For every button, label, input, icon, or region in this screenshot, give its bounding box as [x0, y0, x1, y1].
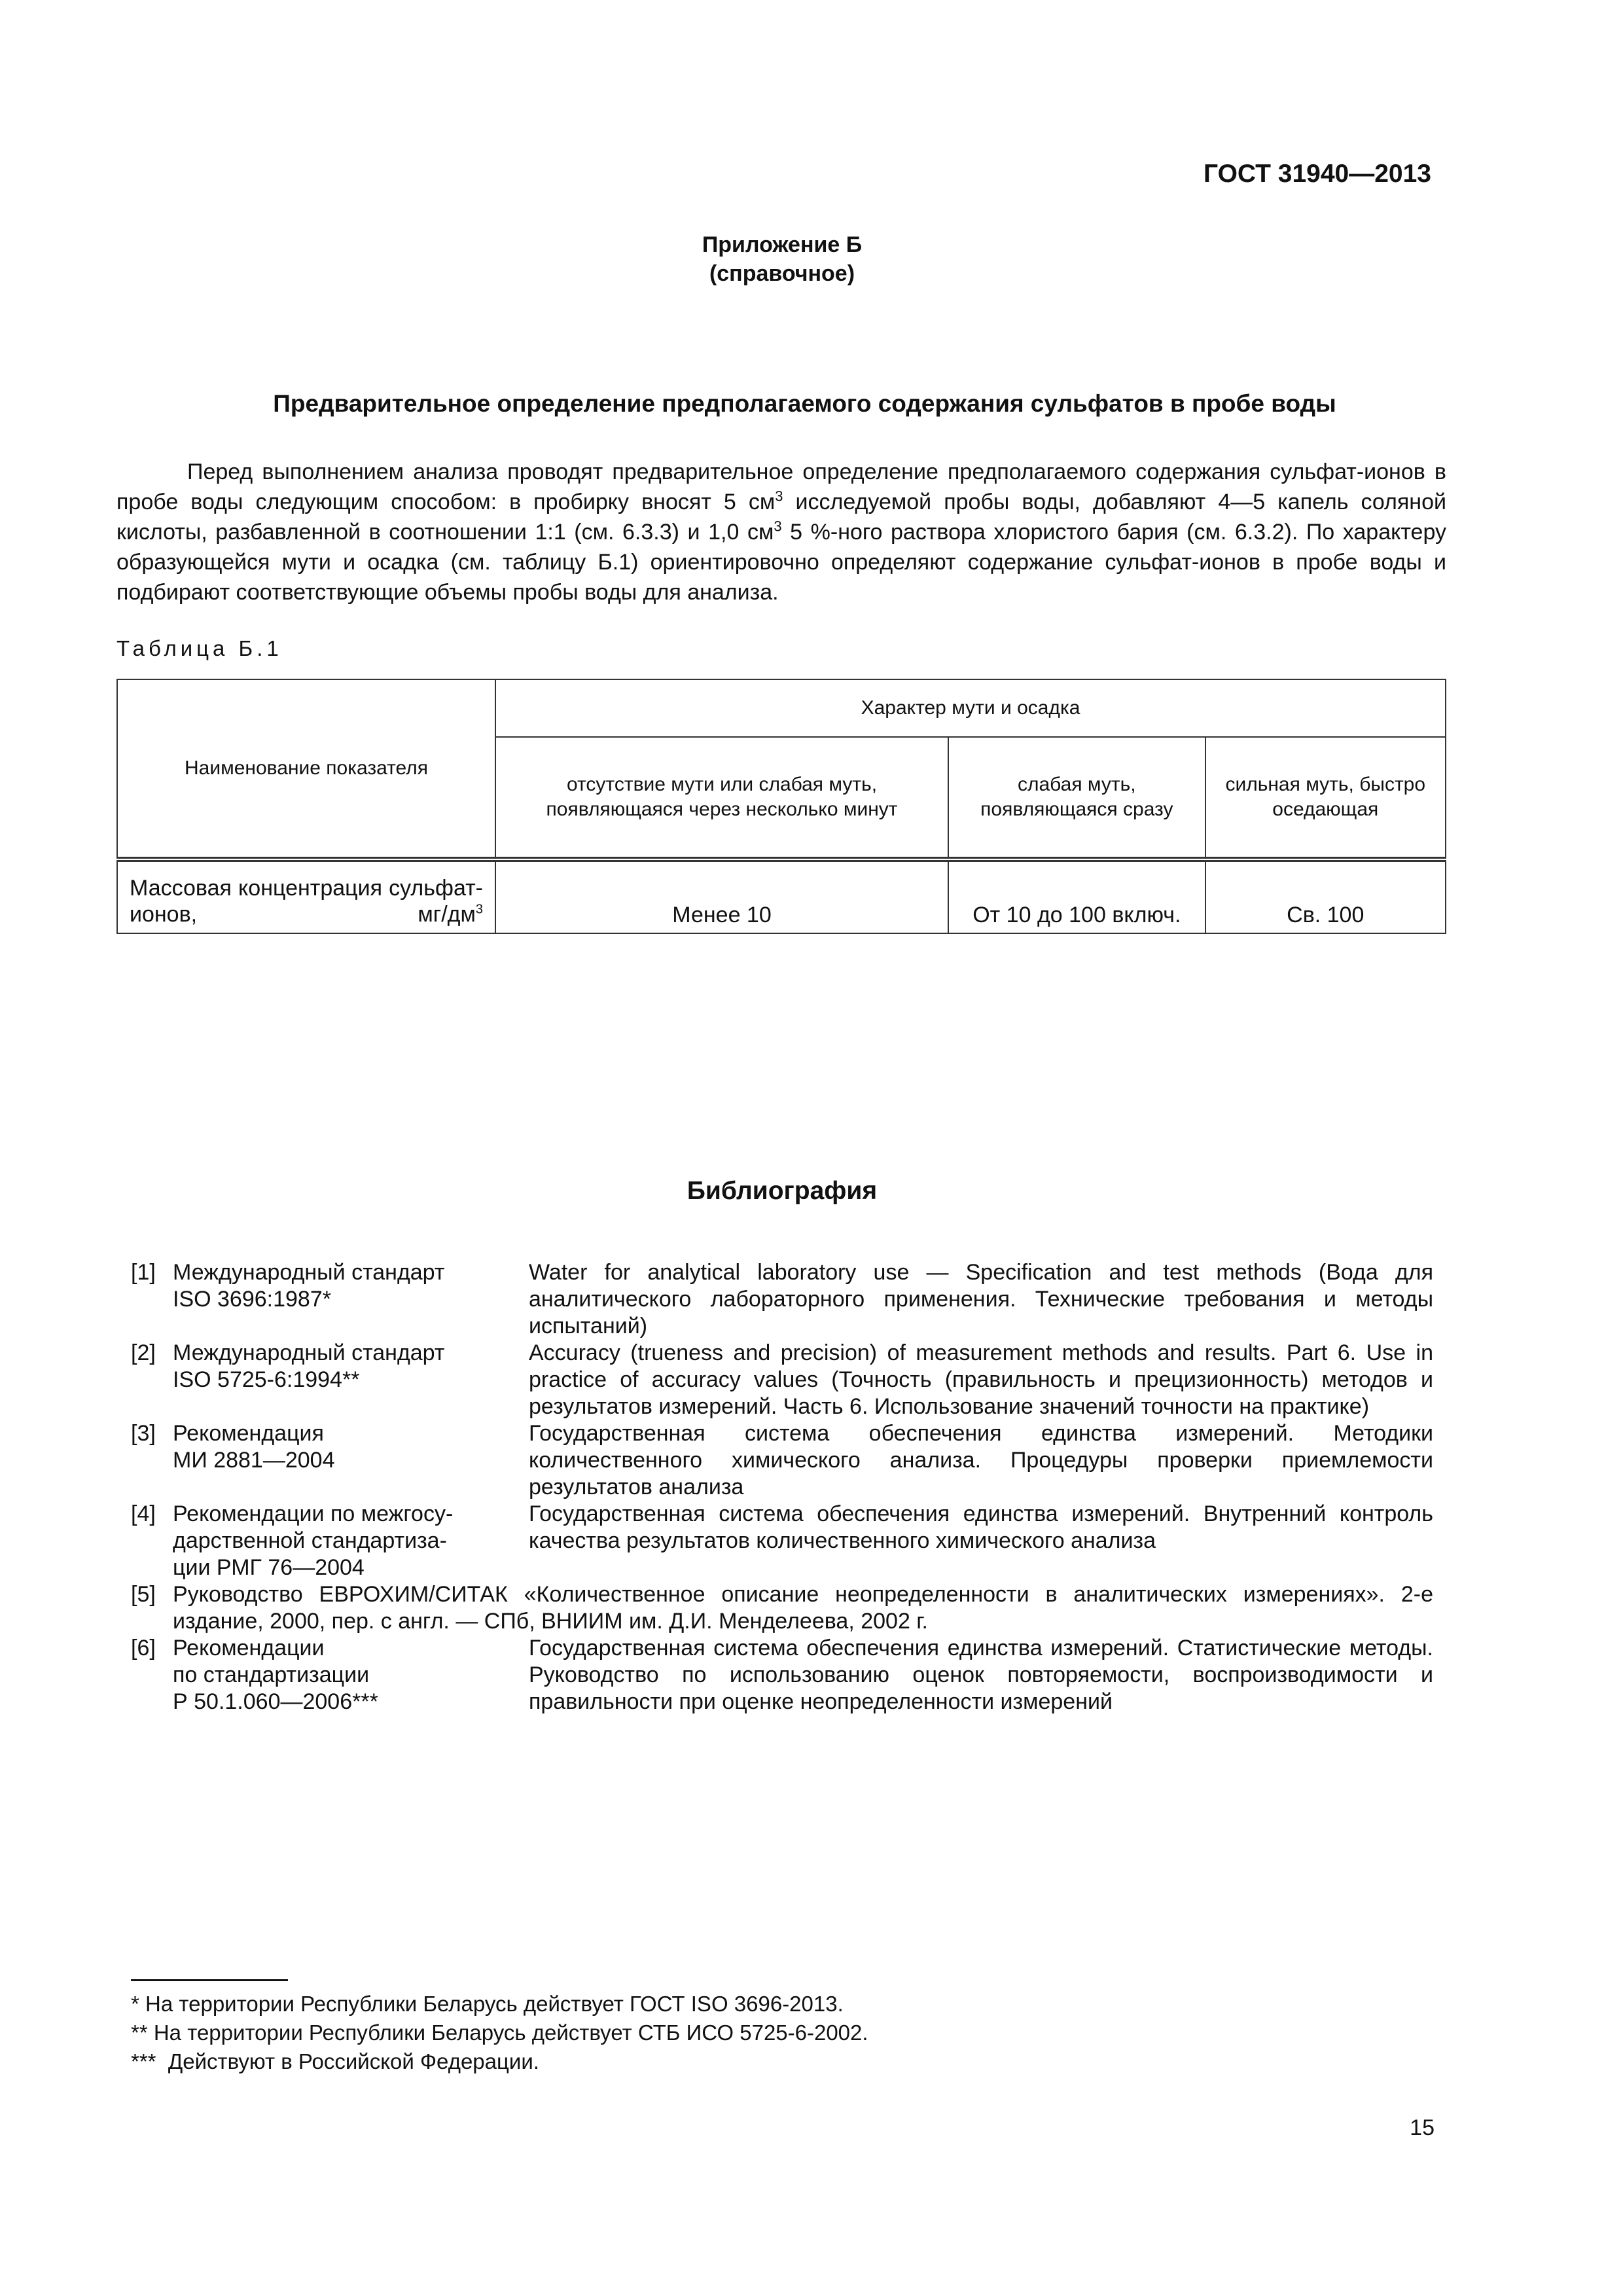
bib-source-line: Международный стандарт: [173, 1260, 445, 1285]
bib-num: [5]: [131, 1582, 156, 1607]
bib-description: Государственная система обеспечения единства измерений. Методики количественного химического анализа. Процедуры проверки приемлемости результатов анализа: [529, 1421, 1433, 1499]
bib-num: [6]: [131, 1636, 156, 1660]
bib-source-line: Международный стандарт: [173, 1340, 445, 1365]
sub-header-2: слабая муть, появляющаяся сразу: [948, 737, 1205, 859]
bib-description: Государственная система обеспечения единства измерений. Статистические методы. Руководство по использованию оценок повторяемости, воспроизводимости и правильности при оценке неопределенности измерений: [529, 1636, 1433, 1714]
row-value-3: Св. 100: [1205, 859, 1446, 933]
document-code: ГОСТ 31940—2013: [1204, 160, 1431, 188]
para-sup-1: 3: [775, 488, 783, 505]
bib-source: [173, 1501, 529, 1581]
table-b1: [116, 679, 1446, 934]
para-text-2: исследуемой пробы воды, добавляют 4—5 капель соляной кислоты, разбавленной в соотношении 1:1 (см. 6.3.3) и 1,0 см: [116, 490, 1446, 545]
row-value-1: Менее 10: [495, 859, 948, 933]
table-label: Таблица Б.1: [116, 636, 283, 660]
footnote-3: *** Действуют в Российской Федерации.: [131, 2049, 539, 2073]
bib-source-line: ции РМГ 76—2004: [173, 1555, 365, 1580]
group-header: Характер мути и осадка: [495, 679, 1446, 737]
bib-item-6: [131, 1635, 1433, 1715]
bib-item-1: [131, 1259, 1433, 1340]
bibliography-title: Библиография: [687, 1177, 878, 1205]
row-name-sup: 3: [475, 902, 483, 917]
para-text-1: Перед выполнением анализа проводят предварительное определение предполагаемого содержания сульфат-ионов в пробе воды следующим способом: в пробирку вносят 5 см: [116, 459, 1446, 514]
bib-source: [173, 1635, 529, 1715]
intro-paragraph: [116, 457, 1446, 607]
bib-source-line: Рекомендации по межгосу-: [173, 1501, 454, 1526]
bib-item-3: [131, 1420, 1433, 1501]
para-text-3: 5 %-ного раствора хлористого бария (см. 6.3.2). По характеру образующейся мути и осадка (см. таблицу Б.1) ориентировочно определяют содержание сульфат-ионов в пробе воды и подбирают соответствующие объемы пробы воды для анализа.: [116, 520, 1446, 605]
bib-source-line: ISO 3696:1987*: [173, 1287, 331, 1312]
bib-source-line: Р 50.1.060—2006***: [173, 1689, 378, 1714]
bib-source: [173, 1259, 529, 1340]
sub-header-3: сильная муть, быстро оседающая: [1205, 737, 1446, 859]
row-value-2: От 10 до 100 включ.: [948, 859, 1205, 933]
footnote-2: ** На территории Республики Беларусь действует СТБ ИСО 5725-6-2002.: [131, 2020, 868, 2045]
bib-full-reference: Руководство ЕВРОХИМ/СИТАК «Количественное описание неопределенности в аналитических измерениях». 2-е издание, 2000, пер. с англ. — СПб, ВНИИМ им. Д.И. Менделеева, 2002 г.: [173, 1582, 1433, 1634]
bib-source-line: Рекомендации: [173, 1636, 325, 1660]
bib-description: Accuracy (trueness and precision) of measurement methods and results. Part 6. Use in practice of accuracy values (Точность (правильность и прецизионность) методов и результатов измерений. Часть 6. Использование значений точности на практике): [529, 1340, 1433, 1419]
section-title: Предварительное определение предполагаемого содержания сульфатов в пробе воды: [273, 390, 1336, 417]
bib-source-line: по стандартизации: [173, 1662, 370, 1687]
sub-header-1: отсутствие мути или слабая муть, появляющаяся через несколько минут: [495, 737, 948, 859]
footnotes: [131, 1990, 868, 2076]
footnote-separator: [131, 1979, 288, 1981]
bib-description: Государственная система обеспечения единства измерений. Внутренний контроль качества результатов количественного химического анализа: [529, 1501, 1433, 1553]
bib-num: [4]: [131, 1501, 156, 1526]
bibliography-list: [131, 1259, 1433, 1715]
appendix-heading: [0, 230, 1564, 288]
bib-source-line: дарственной стандартиза-: [173, 1528, 447, 1553]
bib-source-line: Рекомендация: [173, 1421, 324, 1446]
row-name: Массовая концентрация сульфат-ионов, мг/дм: [130, 876, 483, 927]
bib-source: [173, 1340, 529, 1420]
table-row: [117, 859, 1446, 933]
footnote-1: * На территории Республики Беларусь действует ГОСТ ISO 3696-2013.: [131, 1992, 844, 2016]
col-name-header: Наименование показателя: [117, 679, 495, 859]
bib-num: [3]: [131, 1421, 156, 1446]
appendix-title: Приложение Б: [702, 232, 863, 257]
bib-item-5: [131, 1581, 1433, 1635]
bib-item-4: [131, 1501, 1433, 1581]
bib-source: [173, 1420, 529, 1501]
para-sup-2: 3: [774, 518, 782, 535]
appendix-subtitle: (справочное): [709, 261, 855, 286]
bib-num: [1]: [131, 1260, 156, 1285]
bib-num: [2]: [131, 1340, 156, 1365]
bib-description: Water for analytical laboratory use — Specification and test methods (Вода для аналитического лабораторного применения. Технические требования и методы испытаний): [529, 1260, 1433, 1338]
bib-source-line: МИ 2881—2004: [173, 1448, 335, 1473]
row-name-cell: [117, 859, 495, 933]
bib-item-2: [131, 1340, 1433, 1420]
bib-source-line: ISO 5725-6:1994**: [173, 1367, 360, 1392]
page-number: 15: [1410, 2115, 1435, 2140]
